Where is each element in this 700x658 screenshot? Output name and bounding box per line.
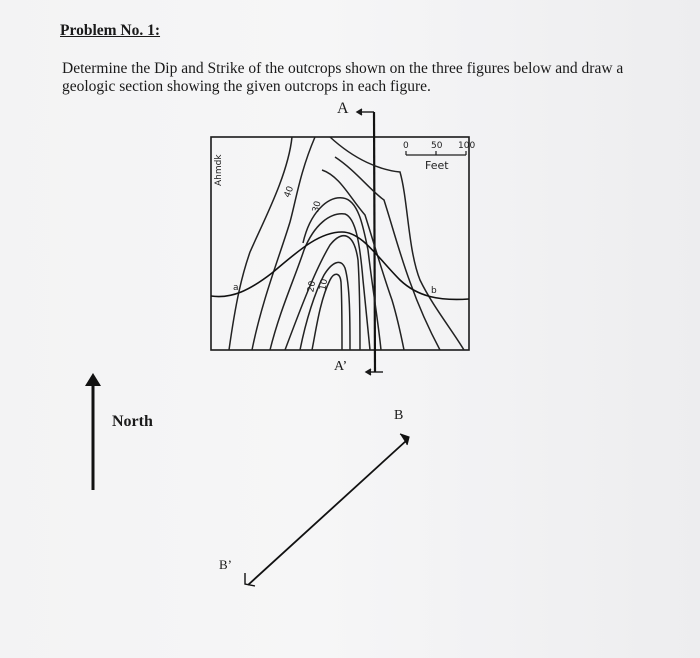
section-label-a: A (337, 100, 349, 117)
section-label-b-prime: B’ (219, 557, 232, 572)
contour-lines (229, 137, 464, 350)
scale-bar (406, 151, 466, 155)
scale-tick-50: 50 (431, 141, 443, 151)
section-line-b (245, 434, 409, 586)
contour-label-30: 30 (311, 200, 324, 214)
scale-tick-0: 0 (403, 141, 409, 151)
map-corner-note: Ahmdk (214, 154, 224, 186)
north-arrow-icon (85, 373, 101, 490)
problem-statement: Determine the Dip and Strike of the outcrops shown on the three figures below and draw a geologic section showing the given outcrops in each figure. (62, 60, 624, 95)
section-label-a-prime: A’ (334, 359, 348, 374)
north-label: North (112, 413, 153, 430)
problem-title: Problem No. 1: (60, 22, 161, 39)
outcrop-label-b: b (431, 286, 437, 296)
contour-label-10: 10 (318, 278, 331, 292)
contour-label-40: 40 (282, 184, 297, 200)
section-label-b: B (394, 408, 404, 423)
scale-tick-100: 100 (458, 141, 476, 151)
outcrop-label-a: a (233, 283, 239, 293)
map-frame (211, 137, 469, 350)
scale-unit-label: Feet (425, 159, 449, 172)
contour-label-20: 20 (306, 280, 319, 294)
arrow-a-icon (357, 109, 374, 115)
